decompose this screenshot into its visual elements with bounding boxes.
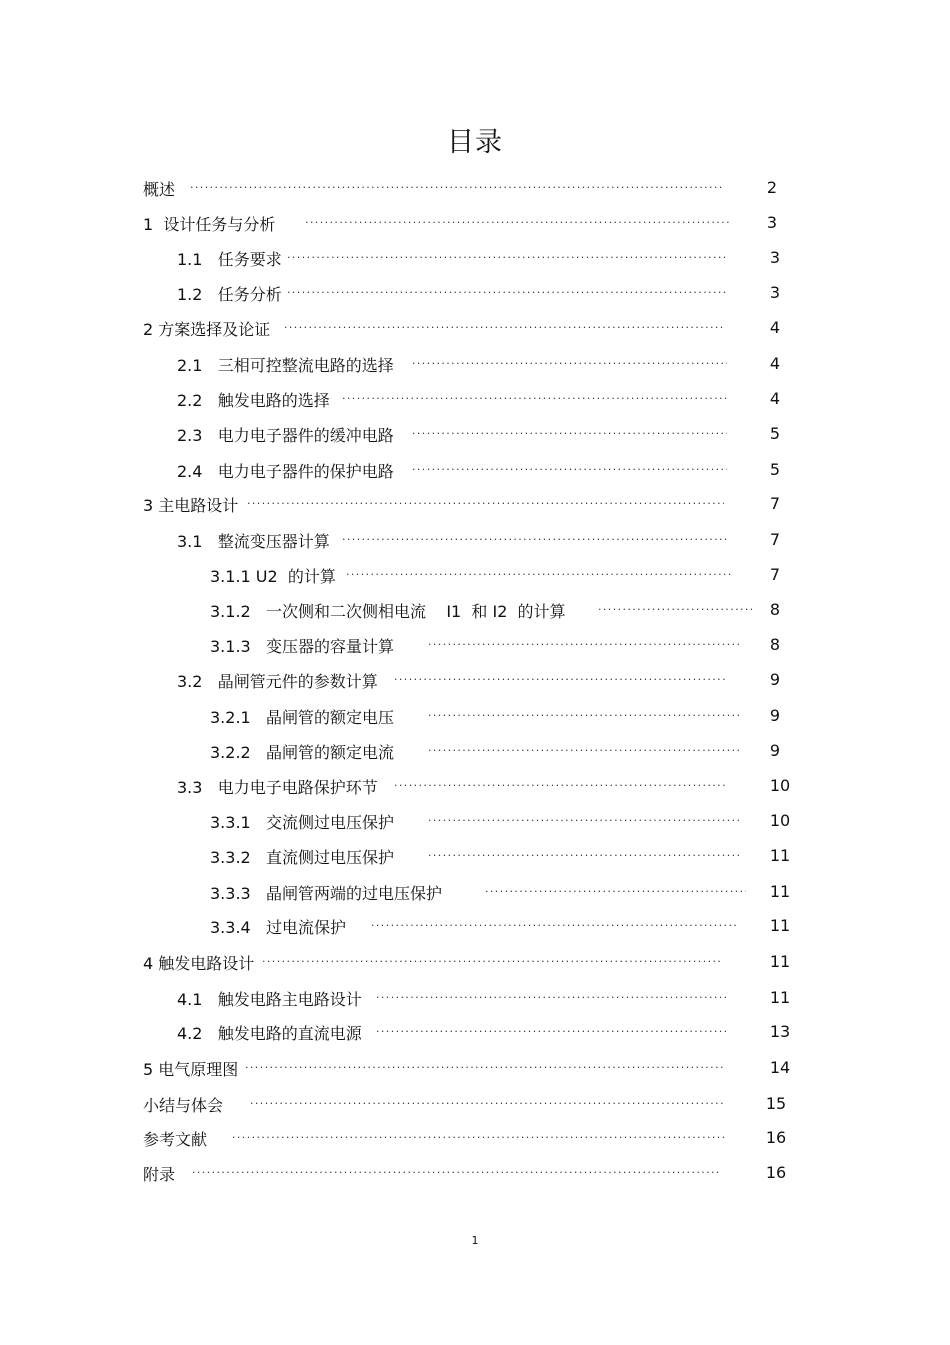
toc-entry-page-number: 8	[769, 600, 781, 619]
toc-dot-leader	[376, 986, 727, 1010]
toc-dot-leader	[262, 950, 723, 974]
toc-dot-leader	[598, 598, 752, 622]
toc-entry-label: 3.1 整流变压器计算	[177, 531, 330, 551]
toc-entry-page-number: 13	[769, 1022, 791, 1041]
toc-entry-label: 概述	[143, 179, 176, 199]
toc-entry-page-number: 15	[765, 1094, 787, 1113]
toc-entry[interactable]	[177, 528, 733, 552]
toc-dot-leader	[284, 316, 725, 340]
toc-entry[interactable]	[143, 1126, 731, 1150]
toc-entry-page-number: 3	[769, 248, 781, 267]
toc-entry-label: 小结与体会	[143, 1095, 224, 1115]
toc-entry-page-number: 9	[769, 741, 781, 760]
toc-entry[interactable]	[210, 704, 748, 728]
toc-entry-label: 1.1 任务要求	[177, 249, 282, 269]
toc-dot-leader	[428, 633, 742, 657]
toc-dot-leader	[394, 774, 727, 798]
toc-dot-leader	[376, 1020, 727, 1044]
toc-entry[interactable]	[177, 387, 733, 411]
toc-entry-page-number: 10	[769, 776, 791, 795]
toc-entry-label: 3.3.3 晶闸管两端的过电压保护	[210, 883, 442, 903]
toc-entry[interactable]	[210, 563, 738, 587]
toc-dot-leader	[305, 211, 730, 235]
toc-entry[interactable]	[177, 422, 733, 446]
toc-entry[interactable]	[177, 246, 733, 270]
page-number-footer: 1	[471, 1234, 479, 1247]
toc-entry-label: 4 触发电路设计	[143, 953, 255, 973]
toc-entry-page-number: 9	[769, 670, 781, 689]
toc-dot-leader	[412, 352, 727, 376]
toc-entry-label: 2.4 电力电子器件的保护电路	[177, 461, 394, 481]
toc-entry-label: 3.1.1 U2 的计算	[210, 566, 336, 586]
toc-dot-leader	[342, 387, 727, 411]
toc-entry-page-number: 3	[769, 283, 781, 302]
toc-dot-leader	[428, 704, 742, 728]
toc-entry[interactable]	[210, 880, 752, 904]
toc-entry-page-number: 11	[769, 916, 791, 935]
toc-entry-label: 附录	[143, 1164, 176, 1184]
toc-dot-leader	[287, 281, 727, 305]
toc-dot-leader	[485, 880, 746, 904]
toc-entry-page-number: 9	[769, 706, 781, 725]
toc-entry[interactable]	[210, 844, 748, 868]
toc-dot-leader	[428, 739, 742, 763]
toc-entry-label: 参考文献	[143, 1129, 208, 1149]
toc-entry[interactable]	[177, 986, 733, 1010]
toc-entry-page-number: 10	[769, 811, 791, 830]
toc-entry[interactable]	[177, 352, 733, 376]
toc-entry-label: 3.2 晶闸管元件的参数计算	[177, 671, 378, 691]
toc-entry-label: 3.3 电力电子电路保护环节	[177, 777, 378, 797]
toc-entry-page-number: 5	[769, 424, 781, 443]
toc-entry[interactable]	[177, 281, 733, 305]
toc-entry-page-number: 7	[769, 530, 781, 549]
toc-entry-page-number: 8	[769, 635, 781, 654]
toc-entry-page-number: 16	[765, 1163, 787, 1182]
toc-entry-label: 3.1.3 变压器的容量计算	[210, 636, 394, 656]
toc-entry-label: 2.3 电力电子器件的缓冲电路	[177, 425, 394, 445]
toc-dot-leader	[412, 458, 727, 482]
toc-dot-leader	[192, 1161, 722, 1185]
toc-entry[interactable]	[210, 739, 748, 763]
toc-entry-label: 3.3.1 交流侧过电压保护	[210, 812, 394, 832]
toc-entry-page-number: 16	[765, 1128, 787, 1147]
toc-entry-page-number: 4	[769, 354, 781, 373]
toc-entry[interactable]	[143, 1092, 731, 1116]
toc-entry-label: 3.3.2 直流侧过电压保护	[210, 847, 394, 867]
toc-entry-label: 4.1 触发电路主电路设计	[177, 989, 362, 1009]
toc-entry-page-number: 4	[769, 389, 781, 408]
toc-entry-label: 1 设计任务与分析	[143, 214, 276, 234]
toc-entry[interactable]	[143, 492, 730, 516]
toc-entry-page-number: 4	[769, 318, 781, 337]
toc-entry[interactable]	[143, 211, 736, 235]
toc-entry-label: 3.2.2 晶闸管的额定电流	[210, 742, 394, 762]
toc-entry[interactable]	[143, 316, 731, 340]
toc-dot-leader	[190, 176, 722, 200]
toc-dot-leader	[232, 1126, 725, 1150]
toc-entry-page-number: 11	[769, 846, 791, 865]
toc-entry-page-number: 11	[769, 952, 791, 971]
toc-dot-leader	[428, 844, 742, 868]
toc-dot-leader	[371, 914, 739, 938]
toc-entry-page-number: 11	[769, 882, 791, 901]
toc-entry[interactable]	[177, 458, 733, 482]
toc-entry-page-number: 7	[769, 565, 781, 584]
toc-entry-label: 2 方案选择及论证	[143, 319, 271, 339]
toc-entry-label: 4.2 触发电路的直流电源	[177, 1023, 362, 1043]
toc-entry-label: 3.3.4 过电流保护	[210, 917, 346, 937]
toc-entry[interactable]	[143, 1056, 729, 1080]
toc-dot-leader	[287, 246, 727, 270]
toc-entry[interactable]	[143, 1161, 728, 1185]
toc-entry[interactable]	[177, 774, 733, 798]
toc-entry[interactable]	[210, 914, 745, 938]
toc-dot-leader	[250, 1092, 725, 1116]
toc-entry-page-number: 3	[766, 213, 778, 232]
toc-entry[interactable]	[143, 950, 729, 974]
toc-entry-label: 2.1 三相可控整流电路的选择	[177, 355, 394, 375]
toc-dot-leader	[342, 528, 727, 552]
toc-entry[interactable]	[177, 1020, 733, 1044]
toc-entry-label: 5 电气原理图	[143, 1059, 239, 1079]
toc-dot-leader	[394, 668, 727, 692]
toc-entry[interactable]	[210, 809, 748, 833]
toc-entry-page-number: 2	[766, 178, 778, 197]
toc-entry[interactable]	[177, 668, 733, 692]
toc-dot-leader	[412, 422, 727, 446]
toc-dot-leader	[247, 492, 724, 516]
toc-entry[interactable]	[210, 633, 748, 657]
toc-entry-label: 3.1.2 一次侧和二次侧相电流 I1 和 I2 的计算	[210, 601, 566, 621]
toc-entry-page-number: 11	[769, 988, 791, 1007]
toc-entry[interactable]	[210, 598, 758, 622]
toc-entry[interactable]	[143, 176, 728, 200]
toc-entry-page-number: 7	[769, 494, 781, 513]
toc-dot-leader	[245, 1056, 723, 1080]
toc-dot-leader	[346, 563, 732, 587]
toc-title: 目录	[447, 127, 503, 158]
toc-entry-label: 1.2 任务分析	[177, 284, 282, 304]
toc-entry-label: 2.2 触发电路的选择	[177, 390, 330, 410]
toc-dot-leader	[428, 809, 742, 833]
toc-entry-label: 3.2.1 晶闸管的额定电压	[210, 707, 394, 727]
toc-entry-page-number: 14	[769, 1058, 791, 1077]
toc-entry-page-number: 5	[769, 460, 781, 479]
toc-entry-label: 3 主电路设计	[143, 495, 239, 515]
